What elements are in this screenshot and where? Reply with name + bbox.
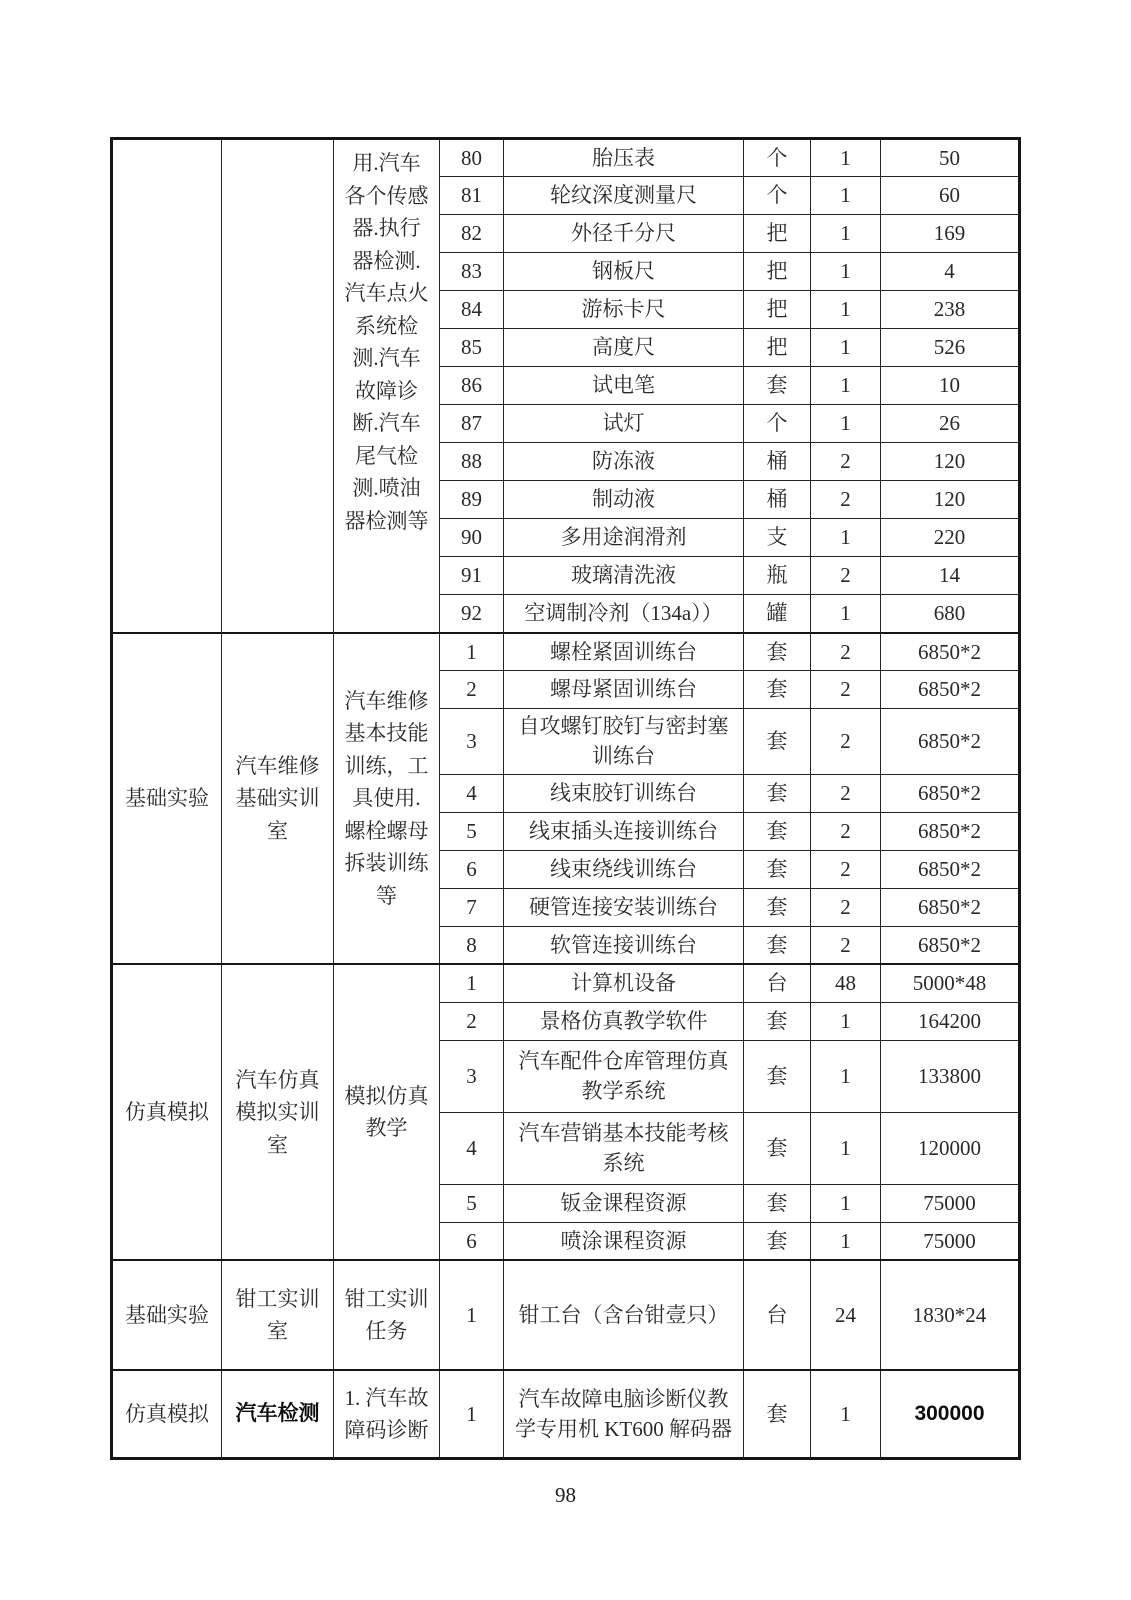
price-cell: 6850*2 [881, 709, 1020, 775]
category-cell: 基础实验 [112, 633, 222, 965]
quantity-cell: 1 [811, 1222, 881, 1260]
row-number-cell: 7 [440, 888, 504, 926]
item-name-cell: 空调制冷剂（134a）） [504, 595, 744, 633]
item-name-cell: 制动液 [504, 481, 744, 519]
item-name-cell: 汽车配件仓库管理仿真教学系统 [504, 1040, 744, 1112]
quantity-cell: 1 [811, 329, 881, 367]
price-cell: 133800 [881, 1040, 1020, 1112]
unit-cell: 个 [744, 405, 811, 443]
item-name-cell: 线束胶钉训练台 [504, 774, 744, 812]
item-name-cell: 防冻液 [504, 443, 744, 481]
unit-cell: 套 [744, 1222, 811, 1260]
unit-cell: 个 [744, 139, 811, 177]
unit-cell: 套 [744, 850, 811, 888]
quantity-cell: 1 [811, 177, 881, 215]
price-cell: 120 [881, 443, 1020, 481]
quantity-cell: 2 [811, 812, 881, 850]
price-cell: 526 [881, 329, 1020, 367]
description-cell: 钳工实训任务 [334, 1260, 440, 1370]
price-cell: 10 [881, 367, 1020, 405]
row-number-cell: 89 [440, 481, 504, 519]
unit-cell: 套 [744, 671, 811, 709]
item-name-cell: 喷涂课程资源 [504, 1222, 744, 1260]
quantity-cell: 1 [811, 291, 881, 329]
quantity-cell: 1 [811, 253, 881, 291]
quantity-cell: 2 [811, 888, 881, 926]
item-name-cell: 线束绕线训练台 [504, 850, 744, 888]
quantity-cell: 24 [811, 1260, 881, 1370]
unit-cell: 把 [744, 215, 811, 253]
row-number-cell: 80 [440, 139, 504, 177]
room-cell: 汽车维修基础实训室 [222, 633, 334, 965]
price-cell: 164200 [881, 1002, 1020, 1040]
quantity-cell: 1 [811, 519, 881, 557]
price-cell: 60 [881, 177, 1020, 215]
unit-cell: 把 [744, 253, 811, 291]
quantity-cell: 1 [811, 1112, 881, 1184]
unit-cell: 把 [744, 291, 811, 329]
unit-cell: 套 [744, 1002, 811, 1040]
row-number-cell: 1 [440, 1370, 504, 1458]
row-number-cell: 1 [440, 964, 504, 1002]
row-number-cell: 4 [440, 1112, 504, 1184]
table-row [112, 1260, 1020, 1370]
quantity-cell: 2 [811, 557, 881, 595]
unit-cell: 桶 [744, 443, 811, 481]
item-name-cell: 计算机设备 [504, 964, 744, 1002]
unit-cell: 桶 [744, 481, 811, 519]
price-cell: 120000 [881, 1112, 1020, 1184]
item-name-cell: 钢板尺 [504, 253, 744, 291]
item-name-cell: 玻璃清洗液 [504, 557, 744, 595]
row-number-cell: 4 [440, 774, 504, 812]
description-cell: 模拟仿真教学 [334, 964, 440, 1260]
table-row [112, 139, 1020, 177]
price-cell: 75000 [881, 1184, 1020, 1222]
table-row [112, 633, 1020, 671]
row-number-cell: 92 [440, 595, 504, 633]
item-name-cell: 螺栓紧固训练台 [504, 633, 744, 671]
price-cell: 6850*2 [881, 671, 1020, 709]
item-name-cell: 高度尺 [504, 329, 744, 367]
row-number-cell: 5 [440, 812, 504, 850]
row-number-cell: 87 [440, 405, 504, 443]
quantity-cell: 1 [811, 1040, 881, 1112]
row-number-cell: 1 [440, 1260, 504, 1370]
row-number-cell: 90 [440, 519, 504, 557]
unit-cell: 台 [744, 1260, 811, 1370]
unit-cell: 套 [744, 1040, 811, 1112]
unit-cell: 套 [744, 888, 811, 926]
row-number-cell: 82 [440, 215, 504, 253]
quantity-cell: 2 [811, 709, 881, 775]
quantity-cell: 2 [811, 671, 881, 709]
equipment-table [110, 137, 1021, 1460]
unit-cell: 台 [744, 964, 811, 1002]
quantity-cell: 1 [811, 1370, 881, 1458]
price-cell: 120 [881, 481, 1020, 519]
item-name-cell: 软管连接训练台 [504, 926, 744, 964]
quantity-cell: 2 [811, 633, 881, 671]
unit-cell: 套 [744, 633, 811, 671]
row-number-cell: 83 [440, 253, 504, 291]
row-number-cell: 85 [440, 329, 504, 367]
row-number-cell: 6 [440, 850, 504, 888]
unit-cell: 套 [744, 812, 811, 850]
unit-cell: 套 [744, 1184, 811, 1222]
price-cell: 14 [881, 557, 1020, 595]
unit-cell: 把 [744, 329, 811, 367]
category-cell: 仿真模拟 [112, 964, 222, 1260]
price-cell: 5000*48 [881, 964, 1020, 1002]
row-number-cell: 81 [440, 177, 504, 215]
equipment-table-body [112, 139, 1020, 1459]
quantity-cell: 1 [811, 595, 881, 633]
item-name-cell: 钳工台（含台钳壹只） [504, 1260, 744, 1370]
item-name-cell: 胎压表 [504, 139, 744, 177]
row-number-cell: 1 [440, 633, 504, 671]
price-cell: 26 [881, 405, 1020, 443]
page-number: 98 [555, 1483, 576, 1507]
row-number-cell: 84 [440, 291, 504, 329]
row-number-cell: 88 [440, 443, 504, 481]
unit-cell: 瓶 [744, 557, 811, 595]
row-number-cell: 2 [440, 1002, 504, 1040]
quantity-cell: 1 [811, 1002, 881, 1040]
price-cell: 169 [881, 215, 1020, 253]
room-cell: 钳工实训室 [222, 1260, 334, 1370]
description-cell: 汽车维修基本技能训练，工具使用.螺栓螺母拆装训练等 [334, 633, 440, 965]
price-cell: 220 [881, 519, 1020, 557]
quantity-cell: 2 [811, 481, 881, 519]
quantity-cell: 2 [811, 926, 881, 964]
price-cell: 238 [881, 291, 1020, 329]
row-number-cell: 2 [440, 671, 504, 709]
row-number-cell: 8 [440, 926, 504, 964]
item-name-cell: 试电笔 [504, 367, 744, 405]
unit-cell: 套 [744, 1370, 811, 1458]
item-name-cell: 外径千分尺 [504, 215, 744, 253]
item-name-cell: 钣金课程资源 [504, 1184, 744, 1222]
price-cell: 75000 [881, 1222, 1020, 1260]
room-cell [222, 139, 334, 633]
item-name-cell: 硬管连接安装训练台 [504, 888, 744, 926]
price-cell: 6850*2 [881, 926, 1020, 964]
price-cell: 680 [881, 595, 1020, 633]
row-number-cell: 3 [440, 709, 504, 775]
unit-cell: 套 [744, 774, 811, 812]
item-name-cell: 轮纹深度测量尺 [504, 177, 744, 215]
item-name-cell: 汽车营销基本技能考核系统 [504, 1112, 744, 1184]
price-cell: 50 [881, 139, 1020, 177]
unit-cell: 套 [744, 367, 811, 405]
price-cell: 300000 [881, 1370, 1020, 1458]
row-number-cell: 5 [440, 1184, 504, 1222]
item-name-cell: 自攻螺钉胶钉与密封塞训练台 [504, 709, 744, 775]
category-cell: 仿真模拟 [112, 1370, 222, 1458]
room-cell: 汽车检测 [222, 1370, 334, 1458]
unit-cell: 支 [744, 519, 811, 557]
price-cell: 6850*2 [881, 850, 1020, 888]
item-name-cell: 游标卡尺 [504, 291, 744, 329]
quantity-cell: 2 [811, 774, 881, 812]
price-cell: 6850*2 [881, 812, 1020, 850]
quantity-cell: 2 [811, 850, 881, 888]
quantity-cell: 1 [811, 367, 881, 405]
unit-cell: 套 [744, 1112, 811, 1184]
quantity-cell: 1 [811, 139, 881, 177]
row-number-cell: 3 [440, 1040, 504, 1112]
item-name-cell: 线束插头连接训练台 [504, 812, 744, 850]
row-number-cell: 91 [440, 557, 504, 595]
quantity-cell: 48 [811, 964, 881, 1002]
quantity-cell: 2 [811, 443, 881, 481]
price-cell: 6850*2 [881, 633, 1020, 671]
unit-cell: 套 [744, 926, 811, 964]
quantity-cell: 1 [811, 1184, 881, 1222]
price-cell: 6850*2 [881, 888, 1020, 926]
category-cell [112, 139, 222, 633]
row-number-cell: 86 [440, 367, 504, 405]
quantity-cell: 1 [811, 405, 881, 443]
item-name-cell: 景格仿真教学软件 [504, 1002, 744, 1040]
unit-cell: 个 [744, 177, 811, 215]
table-row [112, 1370, 1020, 1458]
item-name-cell: 螺母紧固训练台 [504, 671, 744, 709]
unit-cell: 罐 [744, 595, 811, 633]
table-row [112, 964, 1020, 1002]
price-cell: 1830*24 [881, 1260, 1020, 1370]
description-cell: 1. 汽车故障码诊断 [334, 1370, 440, 1458]
quantity-cell: 1 [811, 215, 881, 253]
price-cell: 6850*2 [881, 774, 1020, 812]
description-cell: 用.汽车各个传感器.执行器检测.汽车点火系统检测.汽车故障诊断.汽车尾气检测.喷油器检测等 [334, 139, 440, 633]
category-cell: 基础实验 [112, 1260, 222, 1370]
room-cell: 汽车仿真模拟实训室 [222, 964, 334, 1260]
unit-cell: 套 [744, 709, 811, 775]
item-name-cell: 汽车故障电脑诊断仪教学专用机 KT600 解码器 [504, 1370, 744, 1458]
item-name-cell: 多用途润滑剂 [504, 519, 744, 557]
price-cell: 4 [881, 253, 1020, 291]
item-name-cell: 试灯 [504, 405, 744, 443]
row-number-cell: 6 [440, 1222, 504, 1260]
